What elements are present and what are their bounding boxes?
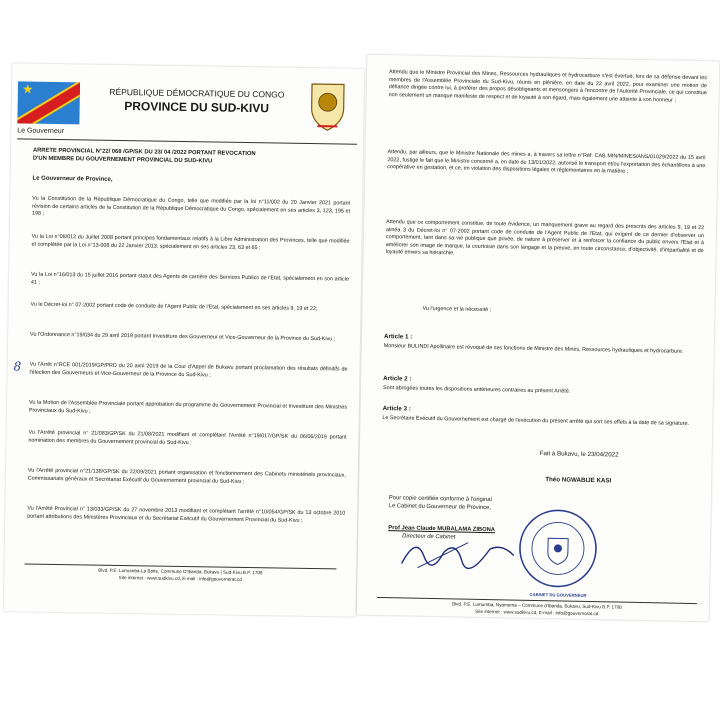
province-heading: PROVINCE DU SUD-KIVU [124, 99, 270, 116]
consideration: Vu le Décret-loi n° 07-2002 portant code de conduite de l'Agent Public de l'Etat, spécialement en ses articles 9, 19 et 22; [30, 301, 318, 313]
footer-address: Blvd. P.E. Lumumba, Nyamoma – Commune d'Ibanda, Bukavu, Sud-Kivu B.P. 1708 [451, 601, 622, 610]
consideration: Vu la Motion de l'Assemblée Provinciale portant approbation du programme du Gouvernement Provincial et Investiture des Ministres Provinciaux du Sud-Kivu ; [28, 399, 348, 415]
consideration: Vu l'Ordonnance n°19/034 du 29 avril 2019 portant Investiture des Gouverneur et Vice-Gouverneur de la Province du Sud-Kivu ; [30, 331, 336, 343]
place-date: Fait à Bukavu, le 23/04/2022 [539, 450, 619, 459]
signature-scribble [397, 533, 518, 575]
consideration: Vu l'Arrêté Provincial n° 13/033/GP/SK du 27 novembre 2013 modifiant et complétant l'arrêté n°10/054/GP/SK du 13 octobre 2010 portant attributions des Ministères Provinciaux et du Secrétariat Exécutif du Gouvernement Provincial du Sud-Kivu ; [27, 505, 346, 524]
decree-title-1: ARRETE PROVINCIAL N°22/ 068 /GP/SK DU 23/ 04 /2022 PORTANT REVOCATION [32, 147, 256, 158]
decree-title-2: D'UN MEMBRE DU GOUVERNEMENT PROVINCIAL DU SUD-KIVU [32, 155, 213, 165]
coat-of-arms-icon [303, 78, 352, 137]
consideration: Vu la Loi n°16/013 du 15 juillet 2016 portant statut des Agents de carrière des Services Publics de l'Etat, spécialement en son article 41 ; [30, 271, 350, 286]
copy-certification: Pour copie certifiée conforme à l'original [388, 495, 492, 504]
article-2-title: Article 2 : [383, 375, 412, 383]
stamp-legend: CABINET DU GOUVERNEUR [529, 591, 587, 598]
whereas-paragraph: Attendu que le Ministre Provincial des Mines, Ressources hydrauliques et hydrocarbure s'est évertué, lors de sa défense devant les membres de l'Assemblée Provinciale du Sud-Kivu, réunis en plénière, en date du 22 avril 2022, pour examiner une motion de défiance dirigée contre lui, à proférer des propos désobligeants et mensongers à l'encontre de l'Autorité Provinciale, ce qui constitue non seulement un manque manifeste de respect et de loyauté à son égard, mais également une atteinte à son honneur ; [388, 69, 708, 104]
article-3-title: Article 3 : [382, 405, 411, 413]
article-3-text: Le Secrétaire Exécutif du Gouvernement est chargé de l'exécution du présent arrêté qui sort ses effets à la date de sa signature. [382, 415, 690, 427]
document-page-left [4, 63, 365, 616]
governor-intro: Le Gouverneur de Province, [32, 175, 113, 183]
consideration: Vu l'Arrêté provincial n°21/138/GP/SK du 22/09/2021 portant organisation et fonctionnement des Cabinets ministériels provinciaux, Commissariats généraux et Secrétariat Exécutif du Gouvernement provincial du Sud-Kivu ; [27, 467, 346, 485]
footer-address: Blvd. P.E. Lumumba-La Botte, Commune D'Ibanda, Bukavu | Sud-Kivu B.P. 1708 [98, 567, 263, 576]
official-stamp-icon [515, 506, 601, 592]
consideration: Vu l'Arrêté provincial n° 21/083/GP/SK du 21/08/2021 modifiant et complétant l'Arrêté n°19/017/GP/SK du 06/06/2019 portant nomination des membres du Gouvernement provincial du Sud-Kivu ; [28, 429, 347, 446]
republic-heading: RÉPUBLIQUE DÉMOCRATIQUE DU CONGO [109, 86, 285, 100]
whereas-paragraph: Attendu, par ailleurs, que le Ministre Nationale des mines a, à travers sa lettre n°Réf. CAB MIN/MINES/ANS/01029/2022 du 15 avril 2022, fustigé le fait que le Ministre concerné a, en date du 13/01/2022, autorisé le transport et/ou l'exportation des échantillons à une coopérative en gestation, et ce, en violation des dispositions légales et réglementaires en la matière ; [387, 149, 706, 175]
article-1-title: Article 1 : [383, 333, 413, 341]
urgency-line: Vu l'urgence et la nécessité ; [422, 305, 492, 314]
footer-contact: Site internet : www.sudkivu.cd, E-mail : info@gouvernorat.cd [118, 575, 242, 582]
consideration: Vu la Constitution de la République Démocratique du Congo, telle que modifiée par la loi n°11/002 du 20 Janvier 2021 portant révision de certains articles de la Constitution de la République Démocratique du Congo, spécialement en ses articles 3, 123, 195 et 198 ; [31, 195, 351, 217]
consideration: Vu l'Arrêt n°RCE 001/2019/GP/PRD du 20 avril 2019 de la Cour d'Appel de Bukavu portant proclamation des résultats définitifs de l'élection des Gouverneurs et Vice-Gouverneur de la Province du Sud-Kivu ; [29, 361, 348, 379]
document-page-right [357, 55, 720, 622]
drc-flag-icon: ★ [17, 81, 80, 124]
footer-contact: Site internet : www.sudkivu.cd, E-mail : info@gouvernorat.cd [475, 608, 599, 617]
governor-label: Le Gouverneur [17, 127, 65, 136]
whereas-paragraph: Attendu que ce comportement constitue, de toute évidence, un manquement grave au regard des prescrits des articles 9, 19 et 22 alinéa 3 du Décret-loi n° 07-2002 portant code de conduite de l'Agent Public de l'Etat, qui exigent de ce dernier d'observer un comportement, tant dans sa vie publique que privée, de nature à préserver et à renforcer la confiance du public envers l'Etat et à améliorer son image de marque, la courtoisie dans son langage et la preuve, en toute circonstance, d'objectivité, d'impartialité et de loyauté envers sa hiérarchie. [385, 219, 705, 257]
article-1-text: Monsieur BULINDI Apollinaire est révoqué de ses fonctions de Ministre des Mines, Ressources hydrauliques et hydrocarbure. [383, 343, 684, 355]
director-name: Prof Jean Claude MUBALAMA ZIBONA [388, 525, 496, 534]
signatory-name: Théo NGWABIJE KASI [545, 476, 612, 485]
article-2-text: Sont abrogées toutes les dispositions antérieures contraires au présent Arrêté. [382, 385, 571, 395]
director-title: Directeur de Cabinet [402, 533, 456, 541]
consideration: Vu la Loi n°08/012 du Juillet 2008 portant principes fondamentaux relatifs à la Libre Administration des Provinces, telle que modifiée et complétée par la Loi n°13-008 du 22 Janvier 2013, spécialement en ses articles 23, 63 et 65 ; [31, 233, 350, 251]
copy-cabinet: Le Cabinet du Gouverneur de Province, [388, 503, 491, 512]
handwritten-mark: 8 [13, 359, 22, 374]
